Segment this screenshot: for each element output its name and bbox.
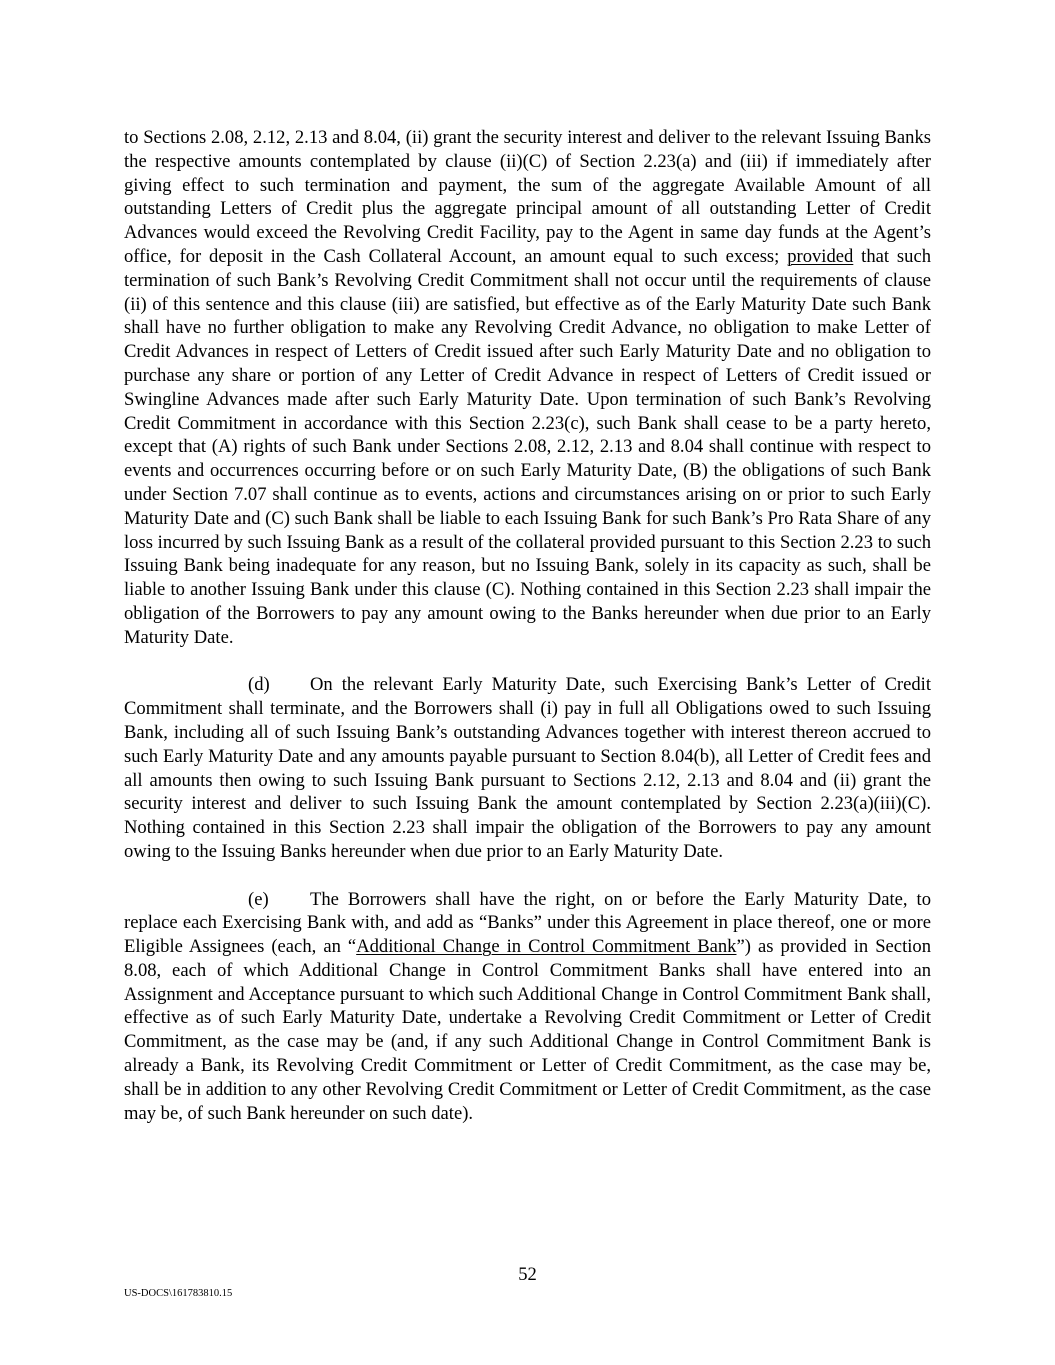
paragraph-e-text-part-1: The Borrowers shall have the right, on or before the Early Maturity Date, to replace each Exercising Bank with, and add as “Banks” under this Agreement in place thereof, one or more Eligible Assignees (each, an “: [124, 888, 931, 958]
paragraph-d: [124, 673, 931, 863]
paragraph-d-label: (d): [248, 674, 270, 696]
page-number: 52: [518, 1264, 537, 1285]
provided-term: provided: [787, 245, 854, 267]
paragraph-c-text-part-1: to Sections 2.08, 2.12, 2.13 and 8.04, (ii) grant the security interest and deliver to the relevant Issuing Banks the respective amounts contemplated by clause (ii)(C) of Section 2.23(a) and (iii) if immediately after giving effect to such termination and payment, the sum of the aggregate Available Amount of all outstanding Letters of Credit plus the aggregate principal amount of all outstanding Letter of Credit Advances would exceed the Revolving Credit Facility, pay to the Agent in same day funds at the Agent’s office, for deposit in the Cash Collateral Account, an amount equal to such excess;: [124, 127, 931, 267]
defined-term-additional-bank: Additional Change in Control Commitment Bank: [356, 936, 737, 958]
paragraph-e-text-part-2: ”) as provided in Section 8.08, each of which Additional Change in Control Commitment Banks shall have entered into an Assignment and Acceptance pursuant to which such Additional Change in Control Commitment Bank shall, effective as of such Early Maturity Date, undertake a Revolving Credit Commitment or Letter of Credit Commitment, as the case may be (and, if any such Additional Change in Control Commitment Bank is already a Bank, its Revolving Credit Commitment or Letter of Credit Commitment, as the case may be, shall be in addition to any other Revolving Credit Commitment or Letter of Credit Commitment, as the case may be, of such Bank hereunder on such date).: [124, 936, 931, 1124]
paragraph-d-text: On the relevant Early Maturity Date, such Exercising Bank’s Letter of Credit Commitment shall terminate, and the Borrowers shall (i) pay in full all Obligations owed to such Issuing Bank, including all of such Issuing Bank’s outstanding Advances together with interest thereon accrued to such Early Maturity Date and any amounts payable pursuant to Section 8.04(b), all Letter of Credit fees and all amounts then owing to such Issuing Bank pursuant to Sections 2.12, 2.13 and 8.04 and (ii) grant the security interest and deliver to such Issuing Bank the amount contemplated by Section 2.23(a)(iii)(C). Nothing contained in this Section 2.23 shall impair the obligation of the Borrowers to pay any amount owing to the Issuing Banks hereunder when due prior to an Early Maturity Date.: [124, 674, 931, 862]
paragraph-c-continued: [124, 126, 931, 650]
document-id: US-DOCS\161783810.15: [124, 1288, 233, 1299]
paragraph-c-text-part-2: that such termination of such Bank’s Revolving Credit Commitment shall not occur until the requirements of clause (ii) of this sentence and this clause (iii) are satisfied, but effective as of the Early Maturity Date such Bank shall have no further obligation to make any Revolving Credit Advance, no obligation to make Letter of Credit Advances in respect of Letters of Credit issued after such Early Maturity Date and no obligation to purchase any share or portion of any Letter of Credit Advance in respect of Letters of Credit issued or Swingline Advances made after such Early Maturity Date. Upon termination of such Bank’s Revolving Credit Commitment in accordance with this Section 2.23(c), such Bank shall cease to be a party hereto, except that (A) rights of such Bank under Sections 2.08, 2.12, 2.13 and 8.04 shall continue with respect to events and occurrences occurring before or on such Early Maturity Date, (B) the obligations of such Bank under Section 7.07 shall continue as to events, actions and circumstances arising on or prior to such Early Maturity Date and (C) such Bank shall be liable to each Issuing Bank for such Bank’s Pro Rata Share of any loss incurred by such Issuing Bank as a result of the collateral provided pursuant to this Section 2.23 to such Issuing Bank being inadequate for any reason, but no Issuing Bank, solely in its capacity as such, shall be liable to another Issuing Bank under this clause (C). Nothing contained in this Section 2.23 shall impair the obligation of the Borrowers to pay any amount owing to the Banks hereunder when due prior to an Early Maturity Date.: [124, 245, 931, 648]
paragraph-e: [124, 888, 931, 1126]
paragraph-e-label: (e): [248, 888, 269, 910]
document-body: [124, 126, 931, 1125]
